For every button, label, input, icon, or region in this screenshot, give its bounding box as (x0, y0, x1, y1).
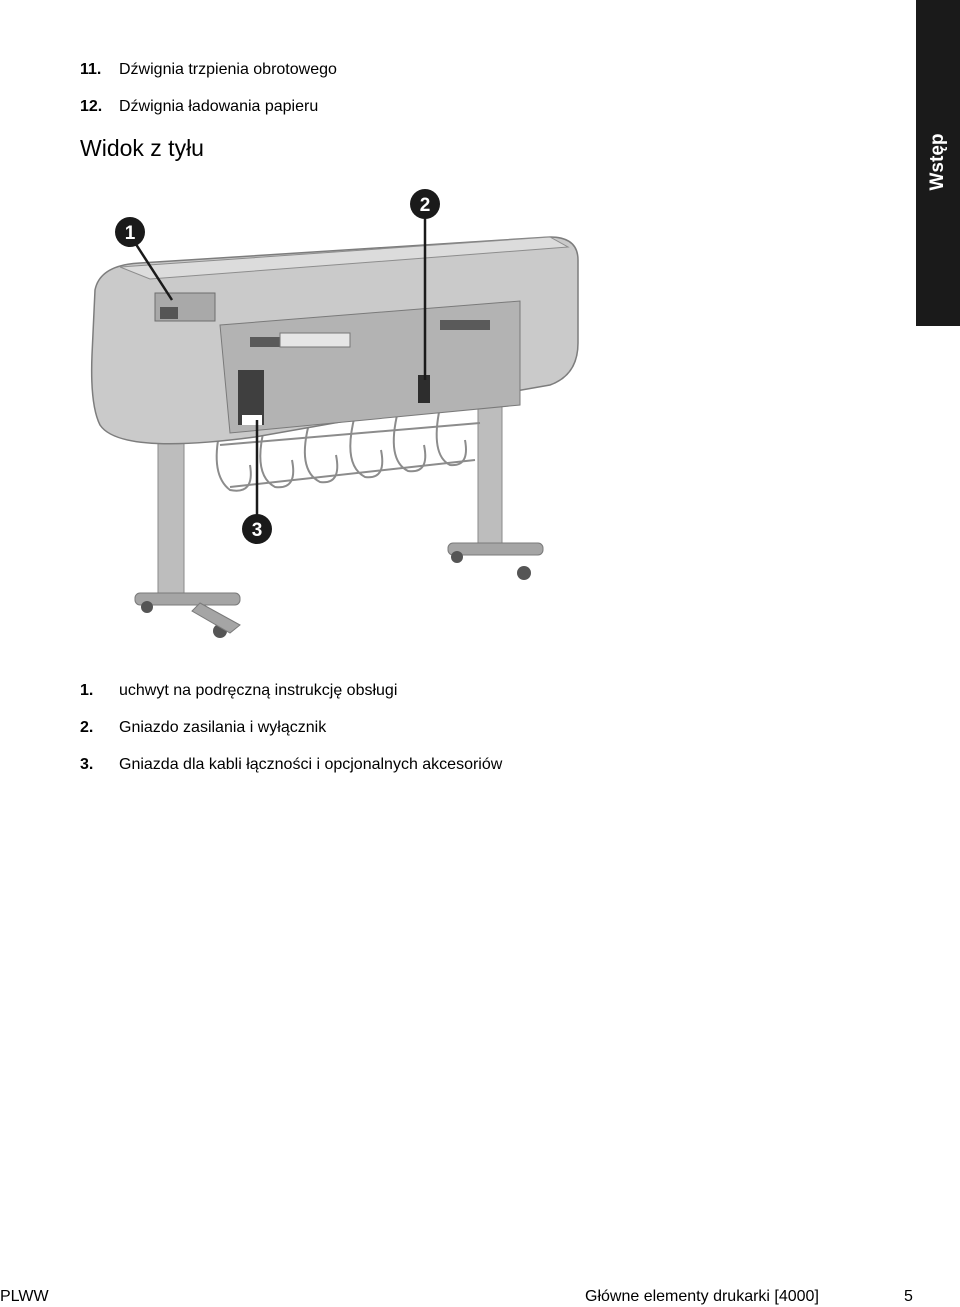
footer-locale-code: PLWW (0, 1288, 49, 1305)
item-text: Gniazda dla kabli łączności i opcjonalnych akcesoriów (119, 756, 503, 773)
footer-section-title: Główne elementy drukarki [4000] (585, 1288, 819, 1305)
item-text: Dźwignia ładowania papieru (119, 98, 319, 115)
callout-2 (410, 189, 440, 219)
callout-3 (242, 514, 272, 544)
section-tab (916, 0, 960, 326)
callout-2-label: 2 (419, 195, 431, 216)
callout-1 (115, 217, 145, 247)
item-number: 11. (80, 61, 102, 78)
item-text: Gniazdo zasilania i wyłącznik (119, 719, 327, 736)
callout-1-label: 1 (124, 223, 136, 244)
item-text: uchwyt na podręczną instrukcję obsługi (119, 682, 398, 699)
item-number: 2. (80, 719, 94, 736)
section-heading: Widok z tyłu (80, 135, 204, 161)
section-tab-label: Wstęp (927, 133, 948, 191)
page-number: 5 (904, 1288, 913, 1305)
item-number: 1. (80, 682, 94, 699)
printer-rear-illustration (80, 175, 586, 645)
item-number: 12. (80, 98, 103, 115)
callout-3-label: 3 (251, 520, 263, 541)
printer-rear-view-figure (80, 175, 586, 645)
item-text: Dźwignia trzpienia obrotowego (119, 61, 337, 78)
item-number: 3. (80, 756, 94, 773)
